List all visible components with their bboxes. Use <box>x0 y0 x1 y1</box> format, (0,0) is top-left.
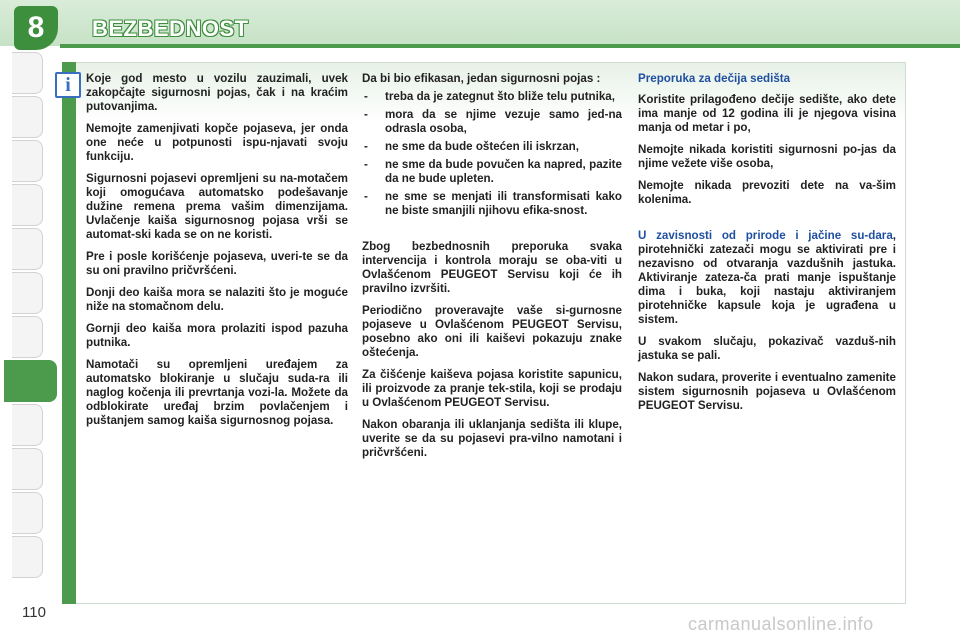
page-number: 110 <box>22 604 46 621</box>
side-tab[interactable] <box>12 536 43 578</box>
watermark: carmanualsonline.info <box>688 614 874 634</box>
panel-stripe <box>62 62 76 604</box>
list-item: - treba da je zategnut što bliže telu putnika, <box>362 90 622 104</box>
paragraph-text: , pirotehnički zatezači mogu se aktivirati pre i nezavisno od otvaranja vazdušnih jastuka. Aktiviranje zateza-ča prati manje ispuštanje dima i buka, koji nastaju aktiviranjem pirotehničke kapsule koja je ugrađena u sistem. <box>638 229 896 326</box>
requirements-list <box>362 90 622 218</box>
paragraph: Gornji deo kaiša mora prolaziti ispod pazuha putnika. <box>86 322 348 349</box>
list-item: - ne sme da bude povučen ka napred, pazite da ne bude upleten. <box>362 158 622 186</box>
paragraph: Sigurnosni pojasevi opremljeni su na-motačem koji omogućava automatsko podešavanje dužine remena prema vašim dimenzijama. Uvlačenje kaiša sigurnosnog pojasa vrši se automat-ski kada se on ne koristi. <box>86 172 348 241</box>
intro-text: Da bi bio efikasan, jedan sigurnosni pojas : <box>362 72 601 85</box>
side-tab[interactable] <box>12 404 43 446</box>
side-tab[interactable] <box>12 448 43 490</box>
paragraph-pretensioners <box>638 229 896 327</box>
paragraph: Nakon obaranja ili uklanjanja sedišta ili klupe, uverite se da su pojasevi pra-vilno namotani i pričvršćeni. <box>362 418 622 459</box>
list-item: - ne sme se menjati ili transformisati kako ne biste smanjili njihovu efika-snost. <box>362 190 622 218</box>
paragraph: Donji deo kaiša mora se nalaziti što je moguće niže na stomačnom delu. <box>86 286 348 313</box>
paragraph: Koristite prilagođeno dečije sedište, ako dete ima manje od 12 godina ili je njegova visina manja od metar i po, <box>638 93 896 134</box>
paragraph: Nemojte nikada koristiti sigurnosni po-jas da njime vežete više osoba, <box>638 143 896 170</box>
info-icon: i <box>55 72 81 98</box>
section-heading: Preporuka za dečija sedišta <box>638 72 791 85</box>
side-tab[interactable] <box>12 272 43 314</box>
paragraph: Zbog bezbednosnih preporuka svaka intervencija i kontrola moraju se oba-viti u Ovlašćenom PEUGEOT Servisu koji će ih pravilno izvršiti. <box>362 240 622 295</box>
paragraph: Nemojte zamenjivati kopče pojaseva, jer onda one neće u potpunosti ispu-njavati svoju funkciju. <box>86 122 348 163</box>
paragraph: Koje god mesto u vozilu zauzimali, uvek zakopčajte sigurnosni pojas, čak i na kraćim putovanjima. <box>86 72 348 113</box>
column-3 <box>638 72 896 421</box>
paragraph: Za čišćenje kaiševa pojasa koristite sapunicu, ili proizvode za pranje tek-stila, koji se prodaju u Ovlašćenom PEUGEOT Servisu. <box>362 368 622 409</box>
chapter-badge: 8 <box>14 6 58 50</box>
side-tab[interactable] <box>12 96 43 138</box>
list-item: - ne sme da bude oštećen ili iskrzan, <box>362 140 622 154</box>
paragraph: Pre i posle korišćenje pojaseva, uveri-te se da su oni pravilno pričvršćeni. <box>86 250 348 277</box>
paragraph: Namotači su opremljeni uređajem za automatsko blokiranje u slučaju suda-ra ili naglog kočenja ili prevrtanja vozi-la. Možete da odblokirate uređaj brzim povlačenjem i puštanjem samog kaiša sigurnosnog pojasa. <box>86 358 348 427</box>
column-1 <box>86 72 348 436</box>
chapter-title: BEZBEDNOST <box>92 16 249 41</box>
side-tab[interactable] <box>12 316 43 358</box>
side-tab[interactable] <box>12 184 43 226</box>
list-item: - mora da se njime vezuje samo jed-na odrasla osoba, <box>362 108 622 136</box>
side-tab[interactable] <box>12 228 43 270</box>
side-tabs <box>0 52 56 592</box>
side-tab[interactable] <box>12 140 43 182</box>
column-2 <box>362 72 622 468</box>
paragraph: U svakom slučaju, pokazivač vazduš-nih jastuka se pali. <box>638 335 896 362</box>
paragraph: Nakon sudara, proverite i eventualno zamenite sistem sigurnosnih pojaseva u Ovlašćenom PEUGEOT Servisu. <box>638 371 896 412</box>
paragraph: Periodično proveravajte vaše si-gurnosne pojaseve u Ovlašćenom PEUGEOT Servisu, posebno ako oni ili kaiševi pokazuju znake oštećenja. <box>362 304 622 359</box>
header-rule <box>60 44 960 48</box>
highlight-text: U zavisnosti od prirode i jačine su-dara <box>638 229 893 242</box>
side-tab-active[interactable] <box>4 360 57 402</box>
side-tab[interactable] <box>12 52 43 94</box>
paragraph: Nemojte nikada prevoziti dete na va-šim kolenima. <box>638 179 896 206</box>
side-tab[interactable] <box>12 492 43 534</box>
